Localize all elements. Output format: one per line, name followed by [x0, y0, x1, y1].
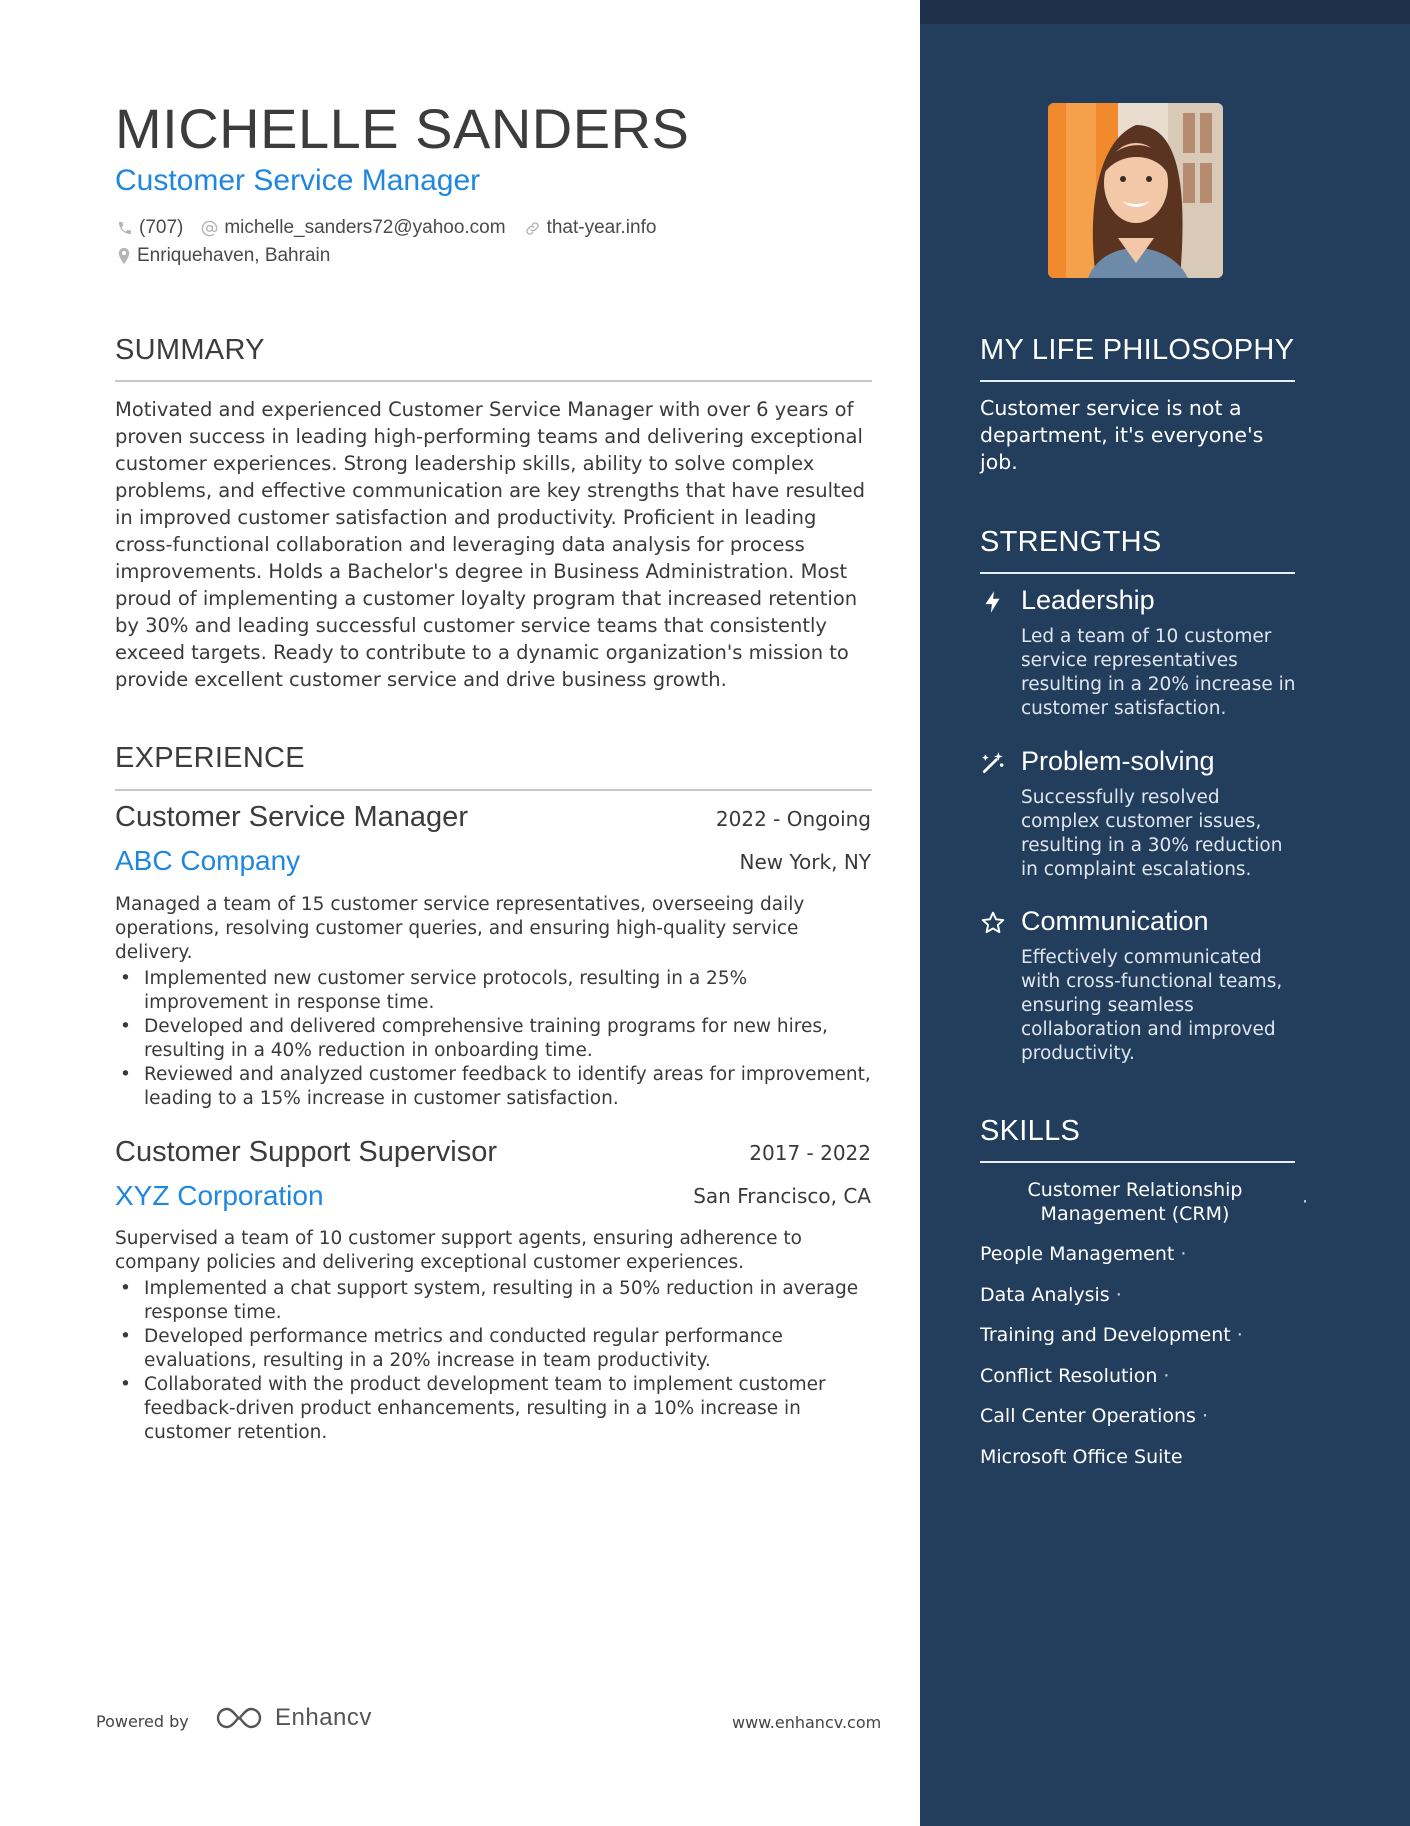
job-bullet: • Collaborated with the product development team to implement customer feedback-driven product enhancements, resulting in a 10% increase in customer retention. — [115, 1373, 875, 1445]
footer-url[interactable]: www.enhancv.com — [732, 1713, 882, 1732]
philosophy-divider — [980, 380, 1295, 382]
sidebar-top-bar — [920, 0, 1410, 24]
email-text[interactable]: michelle_sanders72@yahoo.com — [224, 217, 506, 238]
candidate-name: MICHELLE SANDERS — [115, 97, 690, 160]
lightning-bolt-icon — [980, 589, 1006, 615]
powered-by-label: Powered by — [96, 1712, 189, 1731]
skill-item: Customer Relationship Management (CRM) — [1027, 1179, 1243, 1225]
location-text: Enriquehaven, Bahrain — [137, 245, 331, 266]
skill-item: Microsoft Office Suite — [980, 1446, 1183, 1468]
job-description: Supervised a team of 10 customer support agents, ensuring adherence to company policies and delivering exceptional customer experiences. — [115, 1228, 802, 1273]
contact-location — [117, 245, 348, 267]
phone-icon — [117, 220, 133, 236]
brand-name: Enhancv — [275, 1704, 372, 1731]
website-text[interactable]: that-year.info — [546, 217, 657, 238]
skill-item: People Management · — [980, 1243, 1187, 1265]
infinity-logo-icon — [215, 1705, 263, 1731]
job-bullet: • Implemented new customer service protocols, resulting in a 25% improvement in response time. — [115, 967, 875, 1015]
at-icon — [201, 220, 218, 237]
job-dates: 2017 - 2022 — [749, 1141, 871, 1165]
profile-photo — [1048, 103, 1223, 278]
job-location: New York, NY — [739, 850, 871, 874]
link-icon — [524, 220, 541, 237]
enhancv-logo[interactable] — [215, 1704, 372, 1732]
strength-description: Led a team of 10 customer service representatives resulting in a 20% increase in customer satisfaction. — [1021, 626, 1296, 719]
job-bullets — [115, 967, 875, 1111]
philosophy-text: Customer service is not a department, it's everyone's job. — [980, 396, 1264, 474]
location-item — [117, 245, 330, 267]
job-bullet: • Developed and delivered comprehensive training programs for new hires, resulting in a 40% reduction in onboarding time. — [115, 1015, 875, 1063]
skill-item: Conflict Resolution · — [980, 1365, 1170, 1387]
strength-description: Successfully resolved complex customer issues, resulting in a 30% reduction in complaint escalations. — [1021, 787, 1283, 880]
candidate-title: Customer Service Manager — [115, 164, 481, 197]
skills-heading: SKILLS — [980, 1115, 1081, 1147]
job-location: San Francisco, CA — [693, 1184, 871, 1208]
contact-website[interactable] — [524, 217, 657, 239]
job-description: Managed a team of 15 customer service representatives, overseeing daily operations, resolving customer queries, and ensuring high-quality service delivery. — [115, 894, 805, 963]
experience-divider — [115, 789, 872, 791]
skill-item: Data Analysis · — [980, 1284, 1122, 1306]
job-bullet: • Developed performance metrics and conducted regular performance evaluations, resulting in a 20% increase in team productivity. — [115, 1325, 875, 1373]
job-company: XYZ Corporation — [115, 1180, 324, 1211]
strength-name: Communication — [1021, 906, 1209, 936]
magic-wand-icon — [980, 750, 1006, 776]
job-bullet: • Reviewed and analyzed customer feedback to identify areas for improvement, leading to a 15% increase in customer satisfaction. — [115, 1063, 875, 1111]
contact-info — [117, 217, 674, 239]
location-pin-icon — [117, 247, 131, 265]
strength-name: Leadership — [1021, 585, 1155, 615]
strength-name: Problem-solving — [1021, 746, 1215, 776]
skill-separator: · — [1302, 1191, 1309, 1213]
phone-text: (707) — [139, 217, 184, 238]
star-icon — [980, 910, 1006, 936]
strength-description: Effectively communicated with cross-functional teams, ensuring seamless collaboration and improved productivity. — [1021, 947, 1283, 1064]
skills-divider — [980, 1161, 1295, 1163]
summary-divider — [115, 380, 872, 382]
skill-item: Training and Development · — [980, 1324, 1243, 1346]
skill-item: Call Center Operations · — [980, 1405, 1208, 1427]
contact-email[interactable] — [201, 217, 505, 239]
summary-heading: SUMMARY — [115, 334, 265, 366]
job-title: Customer Support Supervisor — [115, 1136, 497, 1168]
experience-heading: EXPERIENCE — [115, 742, 305, 774]
job-company: ABC Company — [115, 845, 301, 876]
job-bullets — [115, 1277, 875, 1445]
job-dates: 2022 - Ongoing — [715, 807, 871, 831]
strengths-divider — [980, 572, 1295, 574]
strengths-heading: STRENGTHS — [980, 526, 1162, 558]
job-title: Customer Service Manager — [115, 801, 468, 833]
summary-text: Motivated and experienced Customer Service Manager with over 6 years of proven success in leading high-performing teams and delivering exceptional customer experiences. Strong leadership skills, ability to solve complex problems, and effective communication are key strengths that have resulted in improved customer satisfaction and productivity. Proficient in leading cross-functional collaboration and leveraging data analysis for process improvements. Holds a Bachelor's degree in Business Administration. Most proud of implementing a customer loyalty program that increased retention by 30% and leading successful customer service teams that consistently exceed targets. Ready to contribute to a dynamic organization's mission to provide excellent customer service and drive business growth. — [115, 398, 866, 691]
contact-phone — [117, 217, 183, 239]
philosophy-heading: MY LIFE PHILOSOPHY — [980, 334, 1295, 366]
job-bullet: • Implemented a chat support system, resulting in a 50% reduction in average response time. — [115, 1277, 875, 1325]
